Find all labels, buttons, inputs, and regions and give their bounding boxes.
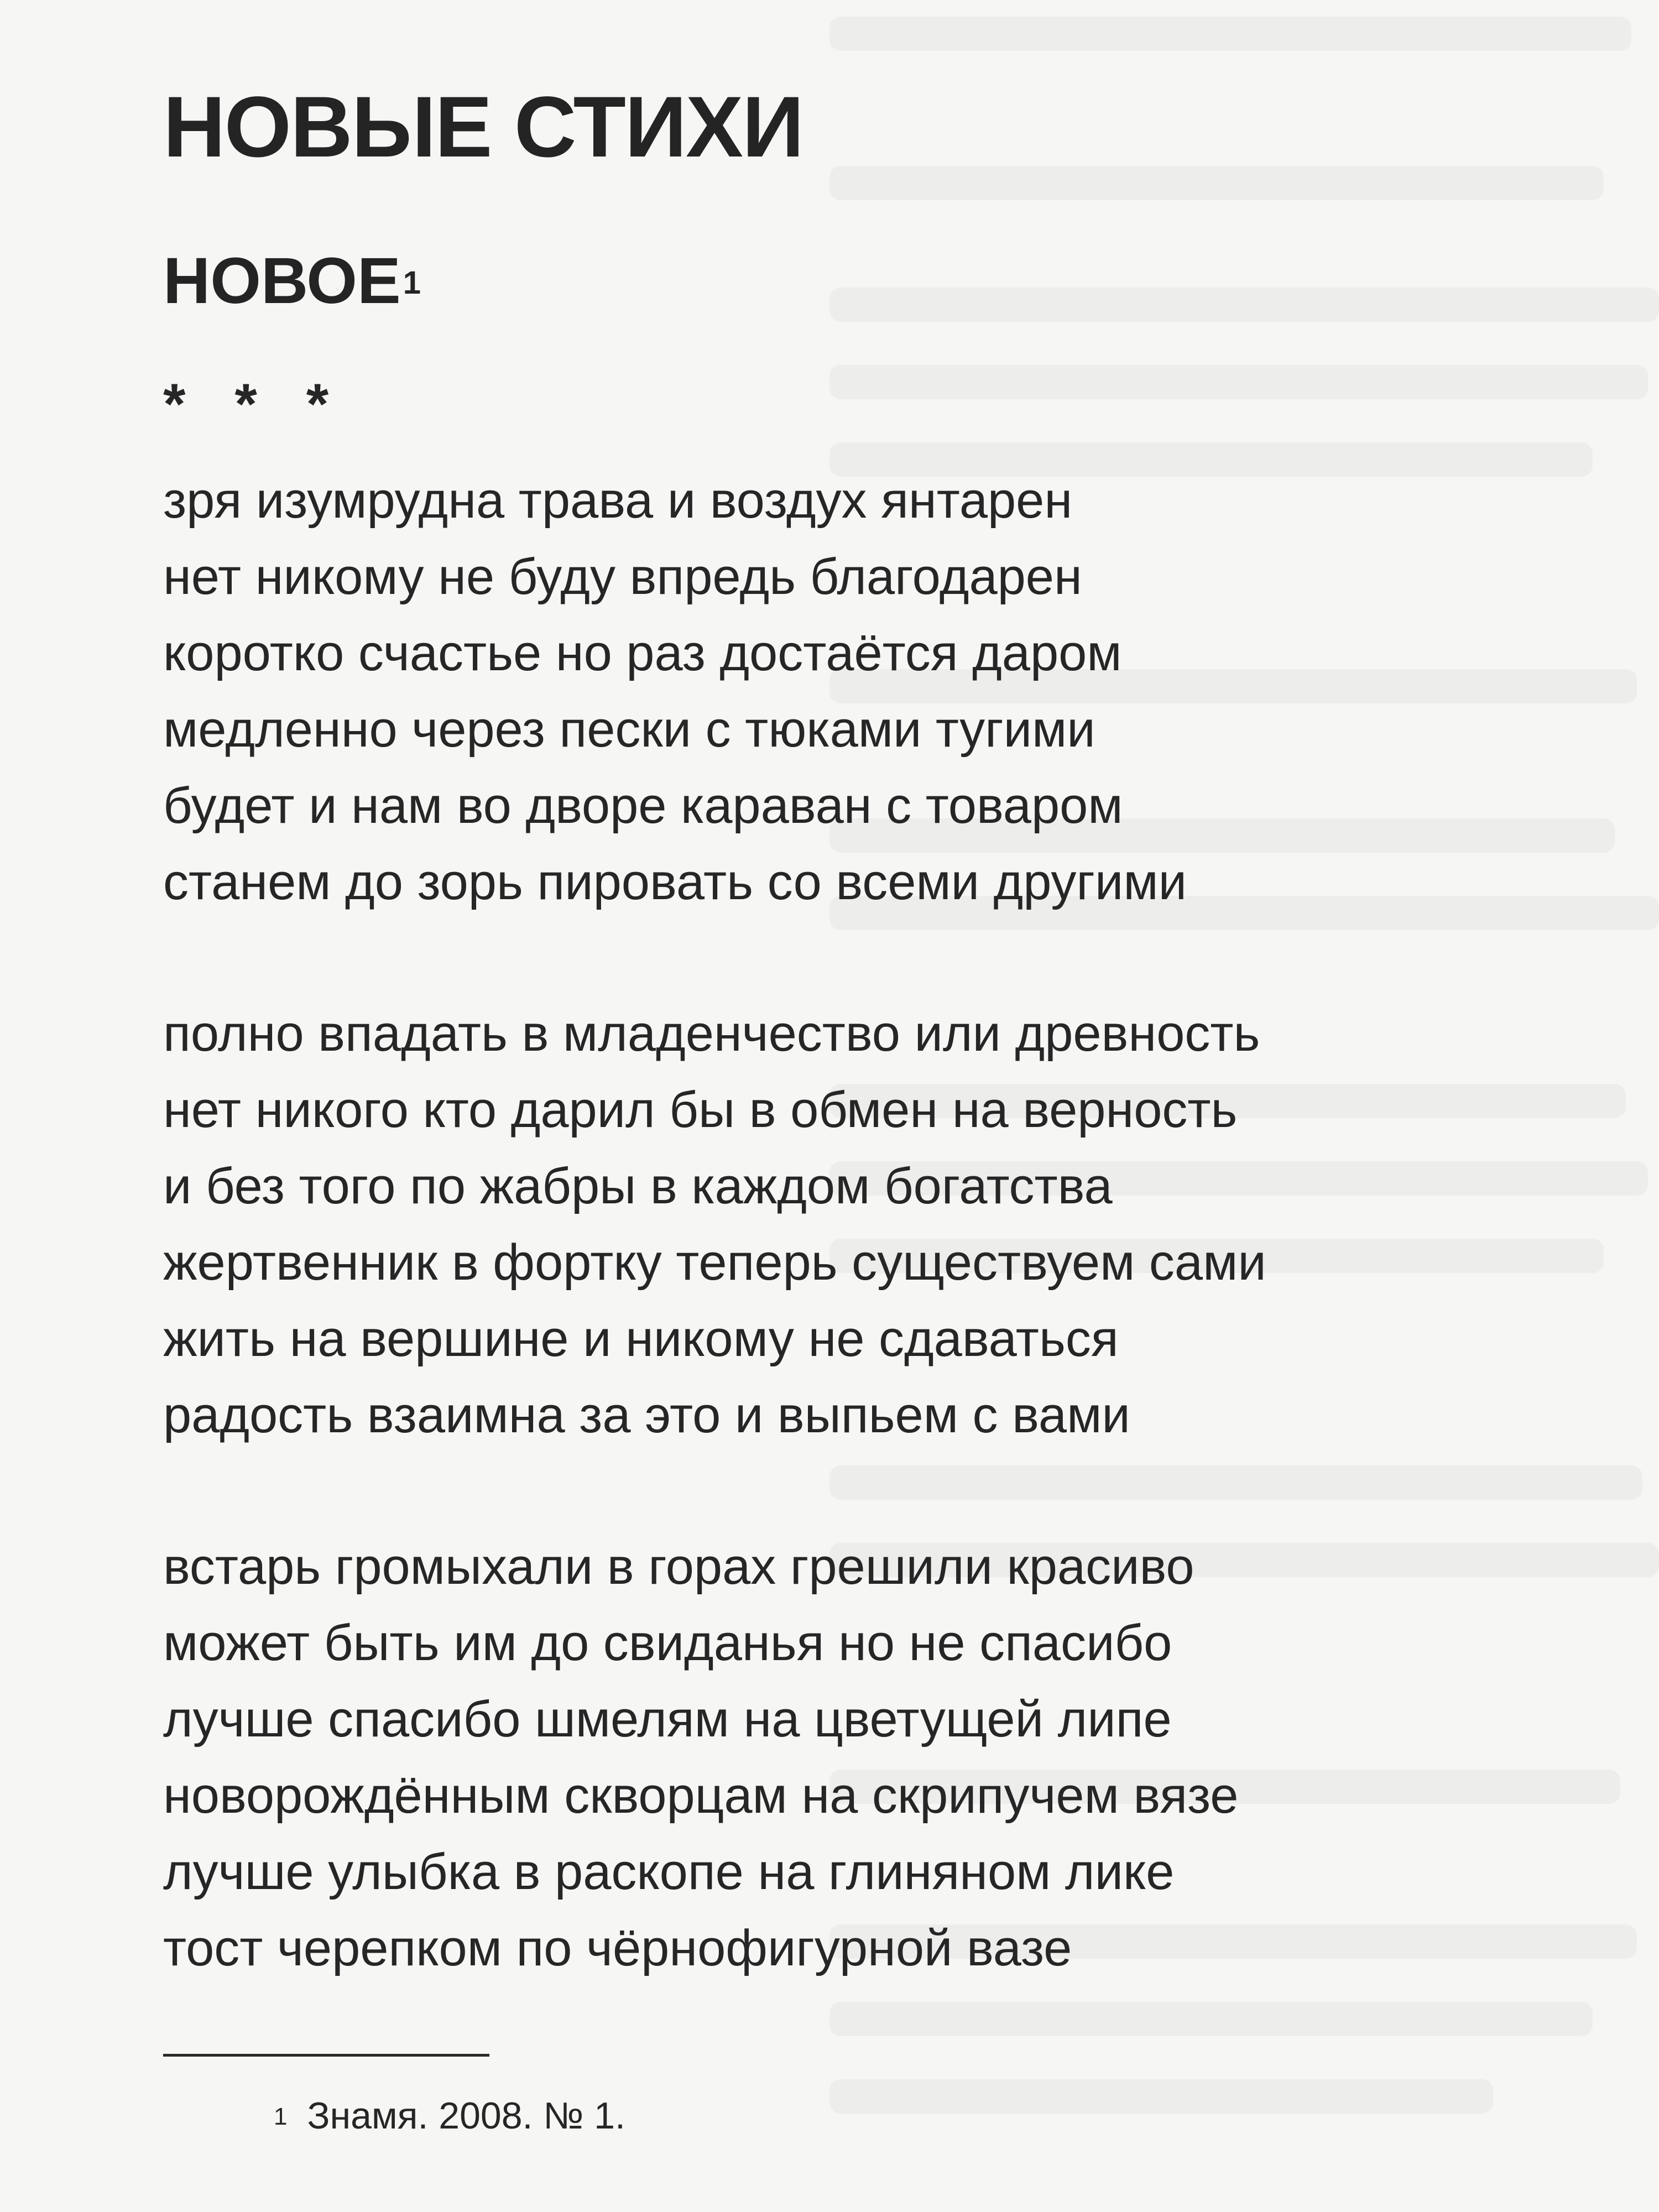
poem-title-text: НОВОЕ <box>163 244 401 317</box>
verse-line: может быть им до свиданья но не спасибо <box>163 1615 1172 1671</box>
verse-line: станем до зорь пировать со всеми другими <box>163 854 1187 910</box>
verse-line: тост черепком по чёрнофигурной вазе <box>163 1920 1072 1976</box>
footnote-mark: 1 <box>274 2103 288 2130</box>
verse-line: полно впадать в младенчество или древность <box>163 1005 1260 1062</box>
verse-line: радость взаимна за это и выпьем с вами <box>163 1387 1130 1443</box>
book-page <box>163 77 1601 2141</box>
verse-line: нет никому не буду впредь благодарен <box>163 549 1082 605</box>
asterism-separator: * * * <box>163 372 346 436</box>
verse-line: лучше улыбка в раскопе на глиняном лике <box>163 1844 1175 1900</box>
stanza-2 <box>163 995 1601 1453</box>
footnote-divider <box>163 2054 489 2057</box>
footnote-text: Знамя. 2008. № 1. <box>307 2095 625 2137</box>
verse-line: жертвенник в фортку теперь существуем сами <box>163 1234 1266 1291</box>
verse-line: зря изумрудна трава и воздух янтарен <box>163 472 1073 529</box>
verse-line: медленно через пески с тюками тугими <box>163 701 1095 758</box>
poem-title <box>163 242 1601 320</box>
footnote-reference: 1 <box>403 265 421 301</box>
verse-line: лучше спасибо шмелям на цветущей липе <box>163 1691 1172 1747</box>
verse-line: будет и нам во дворе караван с товаром <box>163 778 1123 834</box>
section-title: НОВЫЕ СТИХИ <box>163 79 804 175</box>
verse-line: нет никого кто дарил бы в обмен на верность <box>163 1082 1238 1138</box>
footnote <box>274 2091 1601 2141</box>
verse-line: и без того по жабры в каждом богатства <box>163 1158 1113 1214</box>
verse-line: новорождённым скворцам на скрипучем вязе <box>163 1767 1239 1824</box>
verse-line: коротко счастье но раз достаётся даром <box>163 625 1122 681</box>
stanza-1 <box>163 462 1601 920</box>
verse-line: жить на вершине и никому не сдаваться <box>163 1311 1119 1367</box>
verse-line: встарь громыхали в горах грешили красиво <box>163 1538 1194 1595</box>
stanza-3 <box>163 1528 1601 1986</box>
